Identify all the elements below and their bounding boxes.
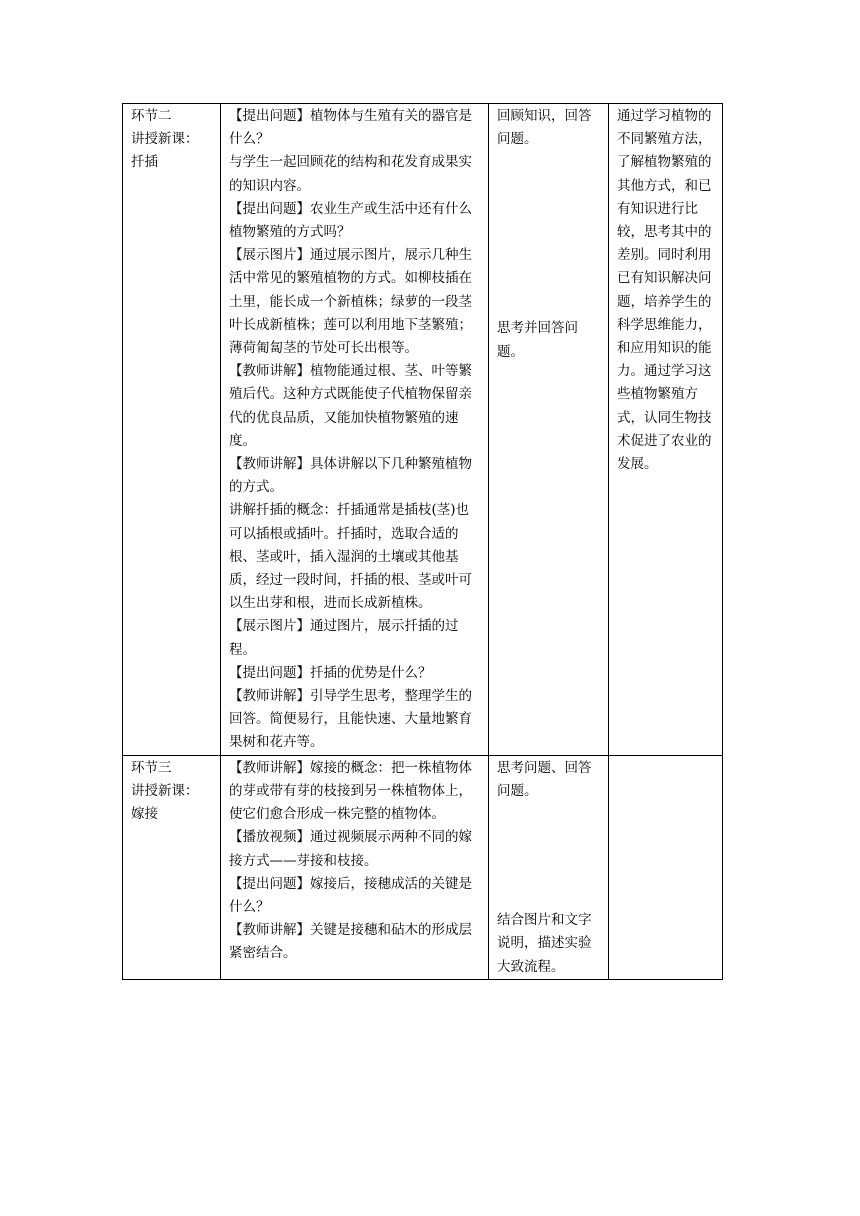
stage-type: 讲授新课： (131, 782, 199, 799)
student-paragraph: 思考并回答问题。 (497, 320, 578, 360)
stage-label: 环节二 (131, 108, 172, 124)
teacher-paragraph: 【教师讲解】植物能通过根、茎、叶等繁殖后代。这种方式既能使子代植物保留亲代的优良品质，又能加快植物繁殖的速度。 (229, 363, 472, 449)
teacher-paragraph: 【教师讲解】嫁接的概念：把一株植物体的芽或带有芽的枝接到另一株植物体上，使它们愈合形成一株完整的植物体。 (229, 759, 472, 823)
design-intent-cell (609, 104, 723, 756)
stage-type: 讲授新课： (131, 131, 199, 148)
teacher-paragraph: 与学生一起回顾花的结构和花发育成果实的知识内容。 (229, 154, 472, 194)
spacer (497, 803, 600, 909)
teacher-paragraph: 【播放视频】通过视频展示两种不同的嫁接方式——芽接和枝接。 (229, 829, 472, 869)
teacher-paragraph: 【教师讲解】具体讲解以下几种繁殖植物的方式。 (229, 456, 472, 496)
teacher-paragraph: 【教师讲解】关键是接穗和砧木的形成层紧密结合。 (229, 922, 472, 962)
teacher-paragraph: 【提出问题】扦插的优势是什么？ (229, 664, 432, 681)
stage-topic: 嫁接 (131, 806, 158, 823)
teacher-paragraph: 【提出问题】嫁接后，接穗成活的关键是什么？ (229, 875, 472, 915)
stage-label: 环节三 (131, 759, 172, 776)
teacher-activity-cell (221, 104, 489, 756)
teacher-paragraph: 【展示图片】通过展示图片，展示几种生活中常见的繁殖植物的方式。如柳枝插在土里，能长成一个新植株；绿萝的一段茎叶长成新植株；莲可以利用地下茎繁殖；薄荷匍匐茎的节处可长出根等。 (229, 247, 472, 357)
student-paragraph: 结合图片和文字说明，描述实验大致流程。 (497, 912, 592, 975)
stage-cell (123, 755, 221, 979)
design-intent-text: 通过学习植物的不同繁殖方法，了解植物繁殖的其他方式，和已有知识进行比较，思考其中的差别。同时利用已有知识解决问题，培养学生的科学思维能力，和应用知识的能力。通过学习这些植物繁殖方式，认同生物技术促进了农业的发展。 (617, 108, 712, 473)
table-row (123, 104, 723, 756)
student-activity-cell (489, 104, 609, 756)
student-paragraph: 思考问题、回答问题。 (497, 759, 592, 799)
lesson-plan-table (122, 103, 723, 980)
table-row (123, 755, 723, 979)
teacher-paragraph: 【提出问题】植物体与生殖有关的器官是什么？ (229, 108, 472, 148)
student-paragraph: 回顾知识，回答问题。 (497, 108, 592, 148)
teacher-activity-cell (221, 755, 489, 979)
spacer (497, 151, 600, 317)
teacher-paragraph: 讲解扦插的概念：扦插通常是插枝(茎)也可以插根或插叶。扦插时，选取合适的根、茎或叶，插入湿润的土壤或其他基质，经过一段时间，扦插的根、茎或叶可以生出芽和根，进而长成新植株。 (229, 502, 472, 612)
stage-topic: 扦插 (131, 154, 158, 171)
teacher-paragraph: 【展示图片】通过图片，展示扦插的过程。 (229, 618, 459, 658)
student-activity-cell (489, 755, 609, 979)
design-intent-cell (609, 755, 723, 979)
stage-cell (123, 104, 221, 756)
teacher-paragraph: 【提出问题】农业生产或生活中还有什么植物繁殖的方式吗？ (229, 200, 472, 241)
teacher-paragraph: 【教师讲解】引导学生思考，整理学生的回答。简便易行，且能快速、大量地繁育果树和花卉等。 (229, 688, 472, 751)
